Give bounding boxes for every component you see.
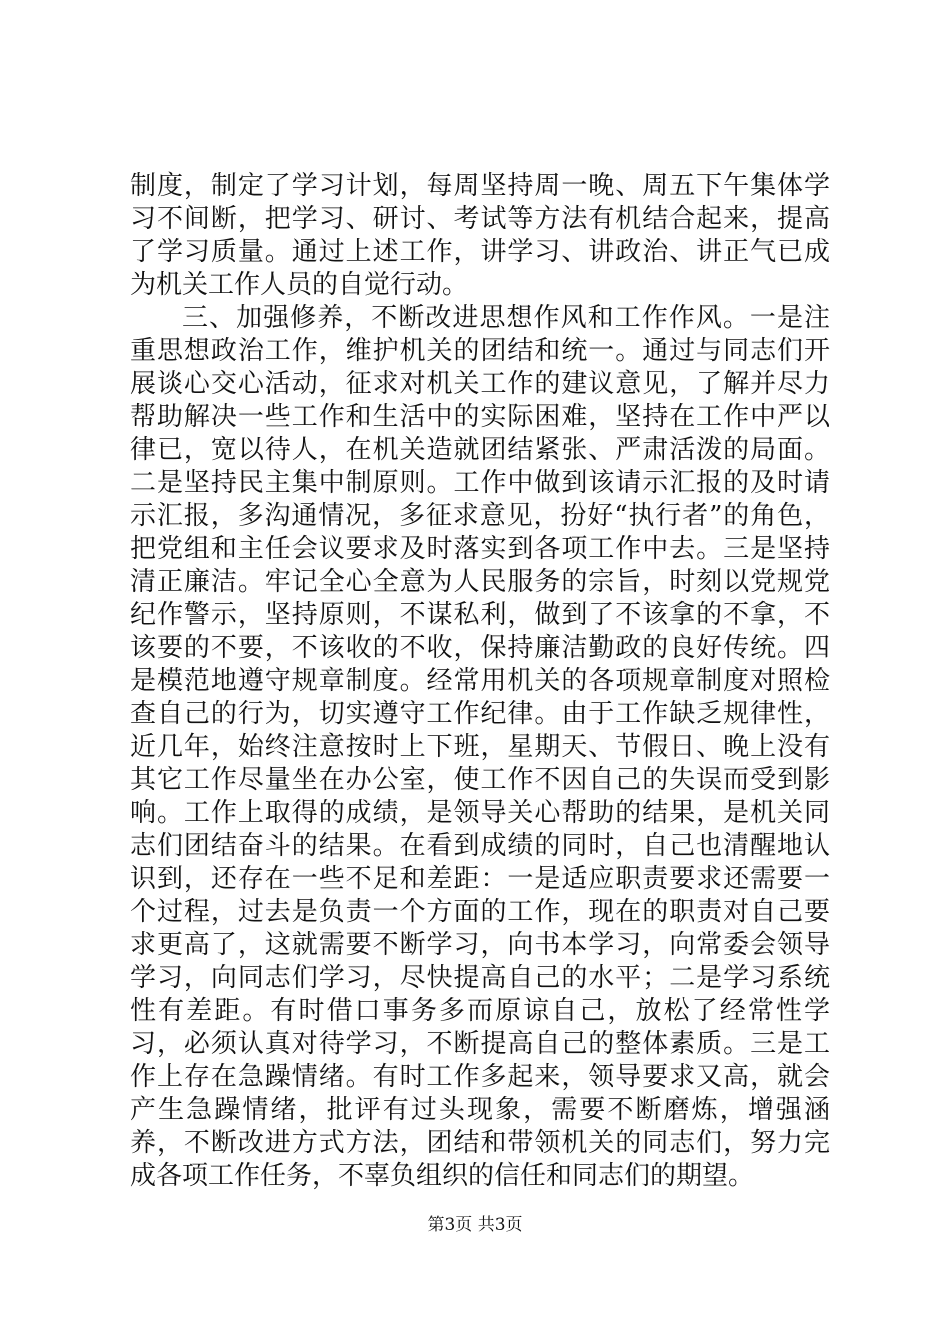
- page-number-footer: 第3页 共3页: [427, 1215, 523, 1235]
- paragraph-section-three: 三、加强修养，不断改进思想作风和工作作风。一是注重思想政治工作，维护机关的团结和统一。通过与同志们开展谈心交心活动，征求对机关工作的建议意见，了解并尽力帮助解决一些工作和生活中的实际困难，坚持在工作中严以律已，宽以待人，在机关造就团结紧张、严肃活泼的局面。二是坚持民主集中制原则。工作中做到该请示汇报的及时请示汇报，多沟通情况，多征求意见，扮好“执行者”的角色，把党组和主任会议要求及时落实到各项工作中去。三是坚持清正廉洁。牢记全心全意为人民服务的宗旨，时刻以党规党纪作警示，坚持原则，不谋私利，做到了不该拿的不拿，不该要的不要，不该收的不收，保持廉洁勤政的良好传统。四是模范地遵守规章制度。经常用机关的各项规章制度对照检查自己的行为，切实遵守工作纪律。由于工作缺乏规律性，近几年，始终注意按时上下班，星期天、节假日、晚上没有其它工作尽量坐在办公室，使工作不因自己的失误而受到影响。工作上取得的成绩，是领导关心帮助的结果，是机关同志们团结奋斗的结果。在看到成绩的同时，自己也清醒地认识到，还存在一些不足和差距：一是适应职责要求还需要一个过程，过去是负责一个方面的工作，现在的职责对自己要求更高了，这就需要不断学习，向书本学习，向常委会领导学习，向同志们学习，尽快提高自己的水平；二是学习系统性有差距。有时借口事务多而原谅自己，放松了经常性学习，必须认真对待学习，不断提高自己的整体素质。三是工作上存在急躁情绪。有时工作多起来，领导要求又高，就会产生急躁情绪，批评有过头现象，需要不断磨炼，增强涵养，不断改进方式方法，团结和带领机关的同志们，努力完成各项工作任务，不辜负组织的信任和同志们的期望。: [130, 303, 830, 1191]
- document-body: [130, 170, 830, 1193]
- paragraph-continuation: 制度，制定了学习计划，每周坚持周一晚、周五下午集体学习不间断，把学习、研讨、考试等方法有机结合起来，提高了学习质量。通过上述工作，讲学习、讲政治、讲正气已成为机关工作人员的自觉行动。: [130, 171, 830, 300]
